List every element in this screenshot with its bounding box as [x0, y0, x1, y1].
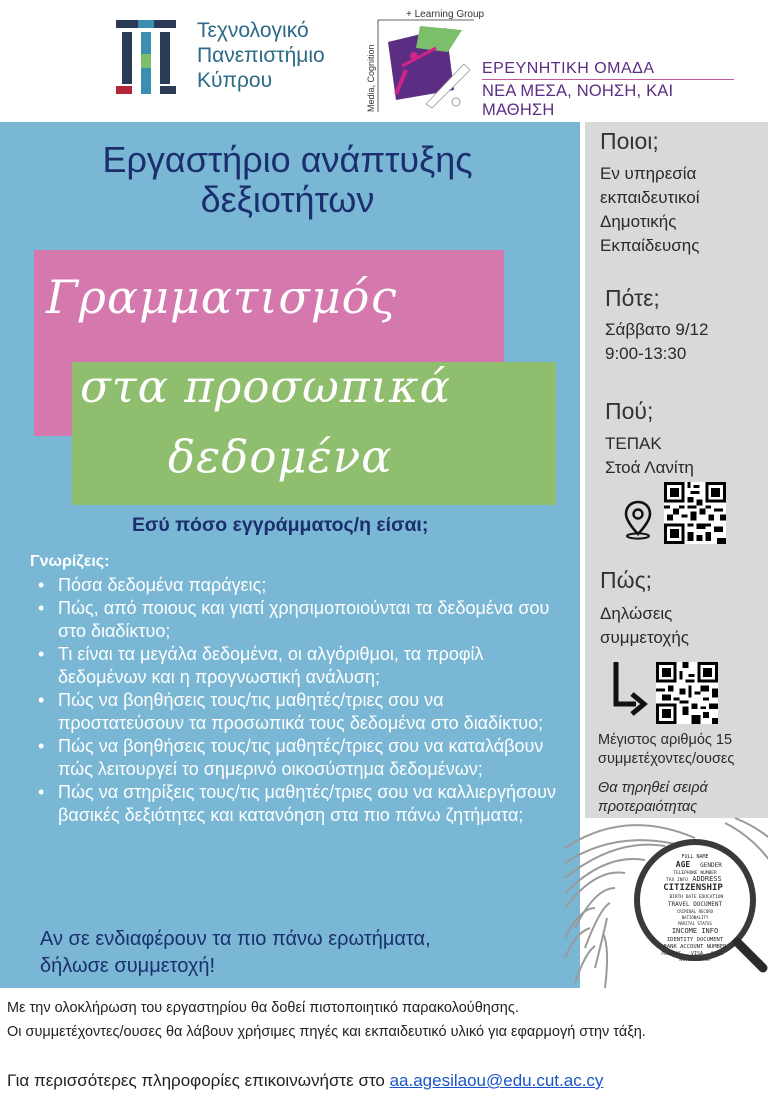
magnifier-word: VISA: [690, 951, 704, 957]
when-text: [605, 318, 708, 366]
arrow-down-right-icon: [610, 660, 646, 712]
how-text: [600, 602, 689, 650]
contact-email-link[interactable]: aa.agesilaou@edu.cut.ac.cy: [389, 1071, 604, 1090]
when-heading: Πότε;: [605, 285, 660, 311]
magnifier-word: TELEPHONE NUMBER: [673, 871, 717, 876]
map-pin-icon: [620, 498, 656, 540]
magnifier-word: INCOME INFO: [671, 927, 719, 935]
priority-note-line: προτεραιότητας: [598, 799, 698, 815]
who-text-line: εκπαιδευτικοί: [600, 188, 700, 207]
how-text-line: συμμετοχής: [600, 628, 690, 647]
university-name: [197, 18, 325, 93]
workshop-title: [0, 140, 575, 220]
when-text-line: 9:00-13:30: [605, 344, 687, 363]
research-group-logo: [366, 8, 485, 112]
magnifier-word: PASSPORT: [661, 951, 681, 956]
research-group-name-line1: ΕΡΕΥΝΗΤΙΚΗ ΟΜΑΔΑ: [482, 60, 734, 80]
list-item-text: Πώς να στηρίξεις τους/τις μαθητές/τριες σου να καλλιεργήσουν βασικές δεξιότητες και κατανόηση στα πιο πάνω ζητήματα;: [58, 782, 556, 825]
materials-note: Οι συμμετέχοντες/ουσες θα λάβουν χρήσιμες πηγές και εκπαιδευτικό υλικό για εφαρμογή στην τάξη.: [7, 1024, 646, 1040]
who-heading: Ποιοι;: [600, 128, 659, 154]
workshop-title-line: Εργαστήριο ανάπτυξης: [102, 139, 473, 180]
where-heading: Πού;: [605, 398, 654, 424]
call-to-action-line: Αν σε ενδιαφέρουν τα πιο πάνω ερωτήματα,: [40, 928, 431, 950]
magnifier-word: IDENTITY DOCUMENT: [666, 937, 724, 943]
priority-note-line: Θα τηρηθεί σειρά: [598, 780, 708, 796]
magnifier-word: CRIMINAL RECORD: [676, 909, 714, 914]
registration-qr-code[interactable]: [656, 662, 718, 724]
call-to-action: [40, 926, 560, 980]
max-participants: [598, 731, 768, 769]
university-name-line: Τεχνολογικό: [197, 19, 309, 42]
logo-caption-top: + Learning Group: [406, 9, 485, 20]
list-item: • Πόσα δεδομένα παράγεις;: [38, 575, 267, 595]
fingerprint-icon: [585, 818, 768, 988]
magnifier-word: BANK ACCOUNT NUMBER: [663, 944, 727, 950]
when-text-line: Σάββατο 9/12: [605, 320, 709, 339]
list-item-text: Τι είναι τα μεγάλα δεδομένα, οι αλγόριθμοι, τα προφίλ δεδομένων και η προγνωστική ανάλυση;: [58, 644, 484, 687]
contact-line: [7, 1071, 603, 1091]
call-to-action-line: δήλωσε συμμετοχή!: [40, 955, 216, 977]
headline-line-2: στα προσωπικά: [80, 360, 451, 413]
question-list: [30, 574, 565, 827]
who-text-line: Εν υπηρεσία: [600, 164, 697, 183]
header: [0, 0, 768, 122]
how-heading: Πώς;: [600, 567, 653, 593]
magnifier-word: ADDRESS: [692, 875, 722, 883]
list-item: • Πώς να βοηθήσεις τους/τις μαθητές/τριες σου να προστατεύσουν τα προσωπικά τους δεδομένα στο διαδίκτυο;: [38, 690, 544, 733]
list-item: • Πώς, από ποιους και γιατί χρησιμοποιούνται τα δεδομένα σου στο διαδίκτυο;: [38, 598, 550, 641]
contact-prefix: Για περισσότερες πληροφορίες επικοινωνήστε στο: [7, 1071, 390, 1090]
magnifier-word: CITIZENSHIP: [663, 883, 723, 893]
magnifier-word: BIRTH DATE: [669, 895, 697, 900]
certificate-note: Με την ολοκλήρωση του εργαστηρίου θα δοθεί πιστοποιητικό παρακολούθησης.: [7, 1000, 519, 1016]
literacy-question: Εσύ πόσο εγγράμματος/η είσαι;: [132, 514, 429, 536]
magnifier-word: TRAVEL DOCUMENT: [667, 901, 723, 908]
know-label: Γνωρίζεις:: [30, 553, 110, 570]
university-logo: [116, 20, 176, 94]
magnifier-word: MEDICAL HISTORY: [679, 958, 711, 962]
magnifier-word: NATIONALITY: [681, 915, 709, 920]
logo-caption-side: Media, Cognition: [366, 44, 376, 112]
university-name-line: Κύπρου: [197, 69, 273, 92]
where-text-line: Στοά Λανίτη: [605, 458, 694, 477]
who-text-line: Δημοτικής: [600, 212, 677, 231]
workshop-title-line: δεξιοτήτων: [200, 179, 375, 220]
where-text-line: ΤΕΠΑΚ: [605, 434, 662, 453]
list-item-text: Πώς, από ποιους και γιατί χρησιμοποιούνται τα δεδομένα σου στο διαδίκτυο;: [58, 598, 550, 641]
research-group-name: [482, 60, 734, 120]
magnifier-word: AGE: [675, 860, 691, 869]
headline-line-1: Γραμματισμός: [46, 270, 398, 324]
magnifier-word: FINES: [710, 951, 724, 956]
magnifier-word: FULL NAME: [681, 854, 709, 860]
university-name-line: Πανεπιστήμιο: [197, 44, 325, 67]
magnifier-word: EDUCATION: [698, 895, 724, 900]
magnifier-word: GENDER: [700, 862, 722, 869]
fingerprint-magnifier-image: [585, 818, 768, 988]
list-item: • Πώς να βοηθήσεις τους/τις μαθητές/τριες σου να καταλάβουν πώς λειτουργεί το σημερινό οικοσύστημα δεδομένων;: [38, 736, 544, 779]
list-item-text: Πώς να βοηθήσεις τους/τις μαθητές/τριες σου να προστατεύσουν τα προσωπικά τους δεδομένα στο διαδίκτυο;: [58, 690, 544, 733]
magnifier-word: TAX INFO: [666, 878, 688, 883]
who-text-line: Εκπαίδευσης: [600, 236, 700, 255]
max-participants-line: συμμετέχοντες/ουσες: [598, 751, 735, 767]
location-qr-code[interactable]: [664, 482, 726, 544]
list-item: • Πώς να στηρίξεις τους/τις μαθητές/τριες σου να καλλιεργήσουν βασικές δεξιότητες και κατανόηση στα πιο πάνω ζητήματα;: [38, 782, 556, 825]
headline-line-3: δεδομένα: [168, 430, 393, 483]
magnifier-word: MARITAL STATUS: [678, 921, 712, 926]
where-text: [605, 432, 694, 480]
list-item-text: Πόσα δεδομένα παράγεις;: [58, 575, 267, 595]
list-item-text: Πώς να βοηθήσεις τους/τις μαθητές/τριες σου να καταλάβουν πώς λειτουργεί το σημερινό οικοσύστημα δεδομένων;: [58, 736, 544, 779]
how-text-line: Δηλώσεις: [600, 604, 673, 623]
max-participants-line: Μέγιστος αριθμός 15: [598, 732, 733, 748]
research-group-name-line2: ΝΕΑ ΜΕΣΑ, ΝΟΗΣΗ, ΚΑΙ ΜΑΘΗΣΗ: [482, 82, 674, 119]
priority-note: [598, 779, 768, 817]
list-item: • Τι είναι τα μεγάλα δεδομένα, οι αλγόριθμοι, τα προφίλ δεδομένων και η προγνωστική ανάλυση;: [38, 644, 484, 687]
who-text: [600, 162, 700, 258]
